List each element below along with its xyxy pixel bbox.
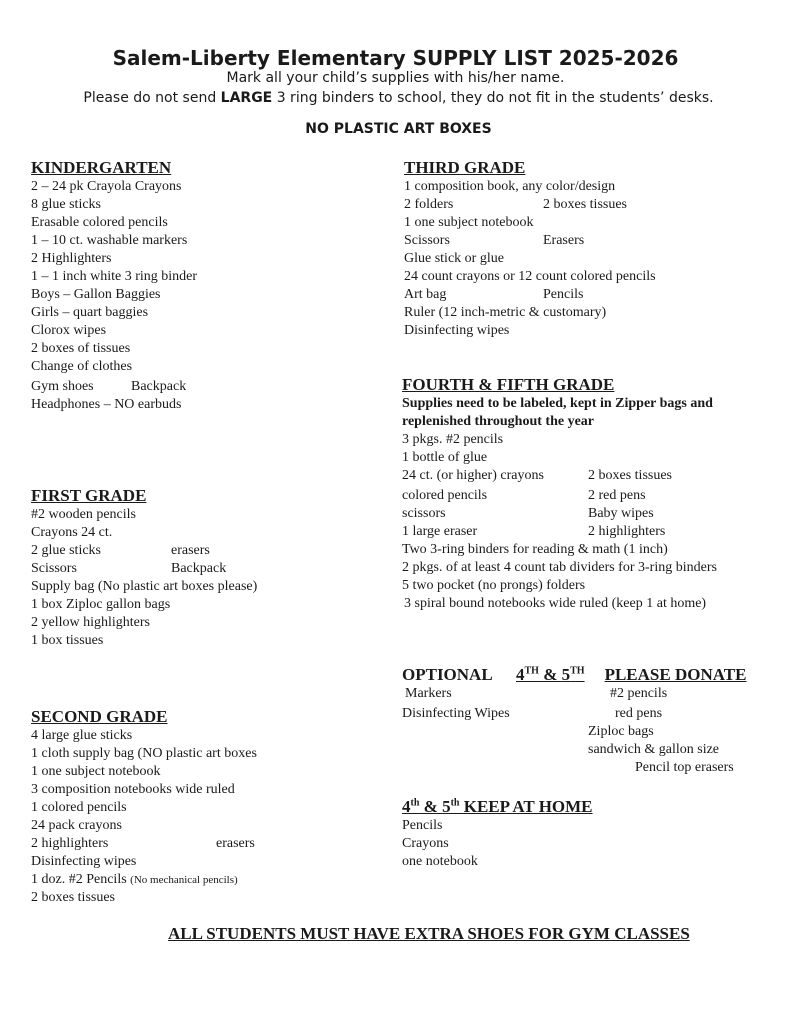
list-item: 2 yellow highlighters (31, 615, 150, 630)
erasers-item: erasers (171, 543, 210, 558)
list-item (402, 487, 717, 505)
list-item (31, 378, 197, 396)
fourth-fifth-grade-heading: FOURTH & FIFTH GRADE (402, 375, 615, 394)
kindergarten-heading: KINDERGARTEN (31, 158, 172, 177)
superscript-th: th (410, 797, 420, 809)
list-item: 2 boxes of tissues (31, 341, 131, 356)
wipes-item: Disinfecting Wipes (402, 706, 510, 721)
scissors-item: Scissors (31, 561, 77, 576)
list-item: 24 pack crayons (31, 818, 122, 833)
list-item: 4 large glue sticks (31, 728, 133, 743)
list-item: Disinfecting wipes (404, 323, 510, 338)
list-item (404, 232, 656, 250)
gym-shoes-item: Gym shoes (31, 379, 94, 394)
list-item: sandwich & gallon size (588, 742, 720, 757)
pencils-item: Pencils (543, 287, 584, 302)
binder-note-pre: Please do not send (83, 90, 221, 106)
binder-note (0, 90, 791, 106)
keep-at-home-label: KEEP AT HOME (459, 797, 593, 816)
no-plastic-notice: NO PLASTIC ART BOXES (305, 121, 492, 137)
grade-4: 4 (516, 665, 525, 684)
list-item: Disinfecting wipes (31, 854, 137, 869)
colored-pencils-item: colored pencils (402, 488, 488, 503)
superscript-th: th (450, 797, 460, 809)
list-item: 1 cloth supply bag (NO plastic art boxes (31, 746, 257, 761)
list-item: 2 boxes tissues (31, 890, 115, 905)
list-item: Girls – quart baggies (31, 305, 149, 320)
list-item (402, 505, 717, 523)
list-item: 24 count crayons or 12 count colored pencils (404, 269, 656, 284)
second-grade-section (31, 707, 257, 907)
list-item: Change of clothes (31, 359, 133, 374)
list-item: Pencils (402, 818, 443, 833)
tissues-item: 2 boxes tissues (543, 197, 627, 212)
list-item: 1 box tissues (31, 633, 104, 648)
gym-shoes-notice: ALL STUDENTS MUST HAVE EXTRA SHOES FOR GYM CLASSES (168, 924, 690, 943)
glue-sticks-item: 2 glue sticks (31, 543, 101, 558)
first-grade-section (31, 486, 257, 650)
labeling-note: replenished throughout the year (402, 414, 594, 429)
red-pens-item: 2 red pens (588, 488, 646, 503)
list-item: 1 – 1 inch white 3 ring binder (31, 269, 198, 284)
list-item: Ziploc bags (588, 724, 654, 739)
list-item: 1 – 10 ct. washable markers (31, 233, 188, 248)
list-item (402, 705, 746, 723)
list-item: 1 box Ziploc gallon bags (31, 597, 171, 612)
list-item: 2 – 24 pk Crayola Crayons (31, 179, 182, 194)
list-item (31, 560, 257, 578)
list-item (402, 467, 717, 485)
erasers-item: Erasers (543, 233, 585, 248)
list-item: #2 wooden pencils (31, 507, 136, 522)
scissors-item: scissors (402, 506, 446, 521)
scissors-item: Scissors (404, 233, 450, 248)
erasers-item: erasers (216, 836, 255, 851)
keep-at-home-section (402, 797, 593, 871)
binder-note-bold: LARGE (220, 90, 273, 106)
tissues-item: 2 boxes tissues (588, 468, 672, 483)
kindergarten-section (31, 158, 197, 414)
list-item: 1 colored pencils (31, 800, 127, 815)
grade-5: 5 (561, 665, 571, 684)
third-grade-heading: THIRD GRADE (404, 158, 526, 177)
keep-at-home-heading (402, 797, 593, 817)
labeling-note: Supplies need to be labeled, kept in Zipper bags and (402, 396, 713, 411)
please-donate-label: PLEASE DONATE (604, 665, 747, 684)
list-item: Supply bag (No plastic art boxes please) (31, 579, 258, 594)
list-item: 5 two pocket (no prongs) folders (402, 578, 586, 593)
list-item: Clorox wipes (31, 323, 107, 338)
list-item (402, 523, 717, 541)
ampersand: & (538, 665, 562, 684)
third-grade-section (404, 158, 656, 340)
markers-item: Markers (405, 686, 452, 701)
list-item (404, 286, 656, 304)
list-item: Erasable colored pencils (31, 215, 168, 230)
pencils-note: (No mechanical pencils) (130, 874, 238, 886)
list-item: Pencil top erasers (635, 760, 734, 775)
list-item: Crayons 24 ct. (31, 525, 113, 540)
grade-4: 4 (402, 797, 411, 816)
list-item: 3 composition notebooks wide ruled (31, 782, 235, 797)
list-item: Glue stick or glue (404, 251, 504, 266)
list-item: 1 bottle of glue (402, 450, 488, 465)
art-bag-item: Art bag (404, 287, 447, 302)
pencils-item: #2 pencils (610, 686, 668, 701)
list-item: one notebook (402, 854, 478, 869)
red-pens-item: red pens (615, 706, 663, 721)
list-item: 3 spiral bound notebooks wide ruled (keep 1 at home) (404, 596, 707, 611)
backpack-item: Backpack (171, 561, 227, 576)
optional-donate-section (402, 665, 746, 777)
optional-label: OPTIONAL (402, 665, 493, 684)
crayons-item: 24 ct. (or higher) crayons (402, 468, 544, 483)
list-item (31, 835, 257, 853)
ampersand: & (419, 797, 443, 816)
binder-note-post: 3 ring binders to school, they do not fit in the students’ desks. (272, 90, 714, 106)
superscript-th: TH (524, 665, 539, 677)
highlighters-item: 2 highlighters (588, 524, 666, 539)
list-item: Ruler (12 inch-metric & customary) (404, 305, 607, 320)
baby-wipes-item: Baby wipes (588, 506, 654, 521)
first-grade-heading: FIRST GRADE (31, 486, 147, 505)
list-item (31, 871, 257, 889)
list-item: Boys – Gallon Baggies (31, 287, 161, 302)
list-item: 3 pkgs. #2 pencils (402, 432, 504, 447)
highlighters-item: 2 highlighters (31, 836, 109, 851)
list-item: Headphones – NO earbuds (31, 397, 182, 412)
list-item: 1 one subject notebook (31, 764, 161, 779)
list-item: 1 composition book, any color/design (404, 179, 616, 194)
pencils-item: 1 doz. #2 Pencils (31, 872, 131, 887)
list-item (402, 685, 746, 703)
backpack-item: Backpack (131, 379, 187, 394)
list-item: 2 Highlighters (31, 251, 112, 266)
folders-item: 2 folders (404, 197, 454, 212)
list-item: 8 glue sticks (31, 197, 101, 212)
grade-5: 5 (442, 797, 451, 816)
list-item (404, 196, 656, 214)
list-item: 1 one subject notebook (404, 215, 534, 230)
eraser-item: 1 large eraser (402, 524, 478, 539)
list-item (31, 542, 257, 560)
second-grade-heading: SECOND GRADE (31, 707, 168, 726)
name-instruction: Mark all your child’s supplies with his/her name. (226, 70, 565, 86)
optional-donate-heading (402, 665, 746, 685)
superscript-th: TH (570, 665, 585, 677)
list-item: Crayons (402, 836, 449, 851)
fourth-fifth-grade-section (402, 375, 717, 613)
list-item: Two 3-ring binders for reading & math (1 inch) (402, 542, 668, 557)
page-title: Salem-Liberty Elementary SUPPLY LIST 2025-2026 (112, 46, 679, 70)
list-item: 2 pkgs. of at least 4 count tab dividers for 3-ring binders (402, 560, 717, 575)
